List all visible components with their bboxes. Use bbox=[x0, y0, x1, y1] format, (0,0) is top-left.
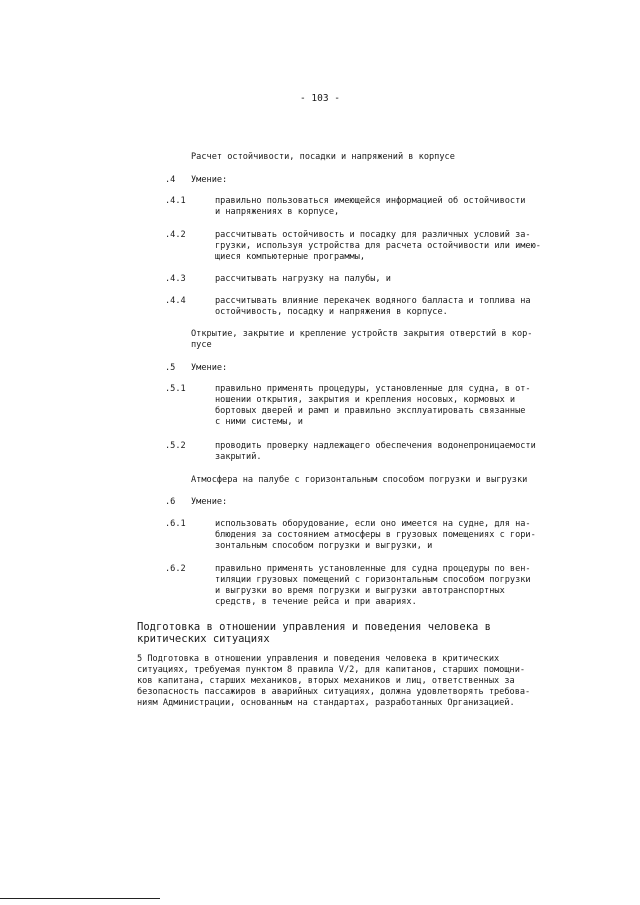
item-text: Умение: bbox=[191, 497, 228, 507]
item-number: .6.2 bbox=[165, 564, 186, 574]
subtitle-stability: Расчет остойчивости, посадки и напряжений в корпусе bbox=[191, 152, 455, 162]
item-text: рассчитывать нагрузку на палубы, и bbox=[215, 274, 391, 284]
item-text: рассчитывать остойчивость и посадку для различных условий за- грузки, используя устройства для расчета остойчивости или имею- щиеся компьютерные программы, bbox=[215, 230, 541, 262]
subtitle-openings: Открытие, закрытие и крепление устройств закрытия отверстий в кор- пусе bbox=[191, 329, 533, 350]
item-number: .4 bbox=[165, 175, 176, 185]
item-number: .6.1 bbox=[165, 519, 186, 529]
item-number: .6 bbox=[165, 497, 176, 507]
item-text: проводить проверку надлежащего обеспечения водонепроницаемости закрытий. bbox=[215, 441, 536, 462]
item-number: .4.1 bbox=[165, 196, 186, 206]
item-number: .4.3 bbox=[165, 274, 186, 284]
item-number: .5 bbox=[165, 363, 176, 373]
subtitle-atmosphere: Атмосфера на палубе с горизонтальным способом погрузки и выгрузки bbox=[191, 475, 528, 485]
item-number: .4.2 bbox=[165, 230, 186, 240]
page-number: - 103 - bbox=[299, 93, 341, 104]
item-text: рассчитывать влияние перекачек водяного балласта и топлива на остойчивость, посадку и напряжения в корпусе. bbox=[215, 296, 531, 317]
item-text: использовать оборудование, если оно имеется на судне, для на- блюдения за состоянием атмосферы в грузовых помещениях с гори- зонтальным способом погрузки и выгрузки, и bbox=[215, 519, 536, 551]
item-number: .4.4 bbox=[165, 296, 186, 306]
item-number: .5.1 bbox=[165, 384, 186, 394]
item-text: правильно применять установленные для судна процедуры по вен- тиляции грузовых помещений с горизонтальным способом погрузки и выгрузки во время погрузки и выгрузки автотранспортных средств, в течение рейса и при авариях. bbox=[215, 564, 531, 607]
section-heading: Подготовка в отношении управления и поведения человека в критических ситуациях bbox=[137, 621, 492, 645]
footnote-rule bbox=[0, 898, 160, 899]
body-paragraph: 5 Подготовка в отношении управления и поведения человека в критических ситуациях, требуемая пунктом 8 правила V/2, для капитанов, старших помощни- ков капитана, старших механиков, вторых механиков и лиц, ответственных за безопасность пассажиров в аварийных ситуациях, должна удовлетворять требова- ниям Администрации, основанным на стандартах, разработанных Организацией. bbox=[137, 654, 531, 708]
item-text: правильно пользоваться имеющейся информацией об остойчивости и напряжениях в корпусе, bbox=[215, 196, 526, 217]
item-number: .5.2 bbox=[165, 441, 186, 451]
item-text: Умение: bbox=[191, 363, 228, 373]
item-text: правильно применять процедуры, установленные для судна, в от- ношении открытия, закрытия и крепления носовых, кормовых и бортовых дверей и рамп и правильно эксплуатировать связанные с ними системы, и bbox=[215, 384, 531, 427]
item-text: Умение: bbox=[191, 175, 228, 185]
